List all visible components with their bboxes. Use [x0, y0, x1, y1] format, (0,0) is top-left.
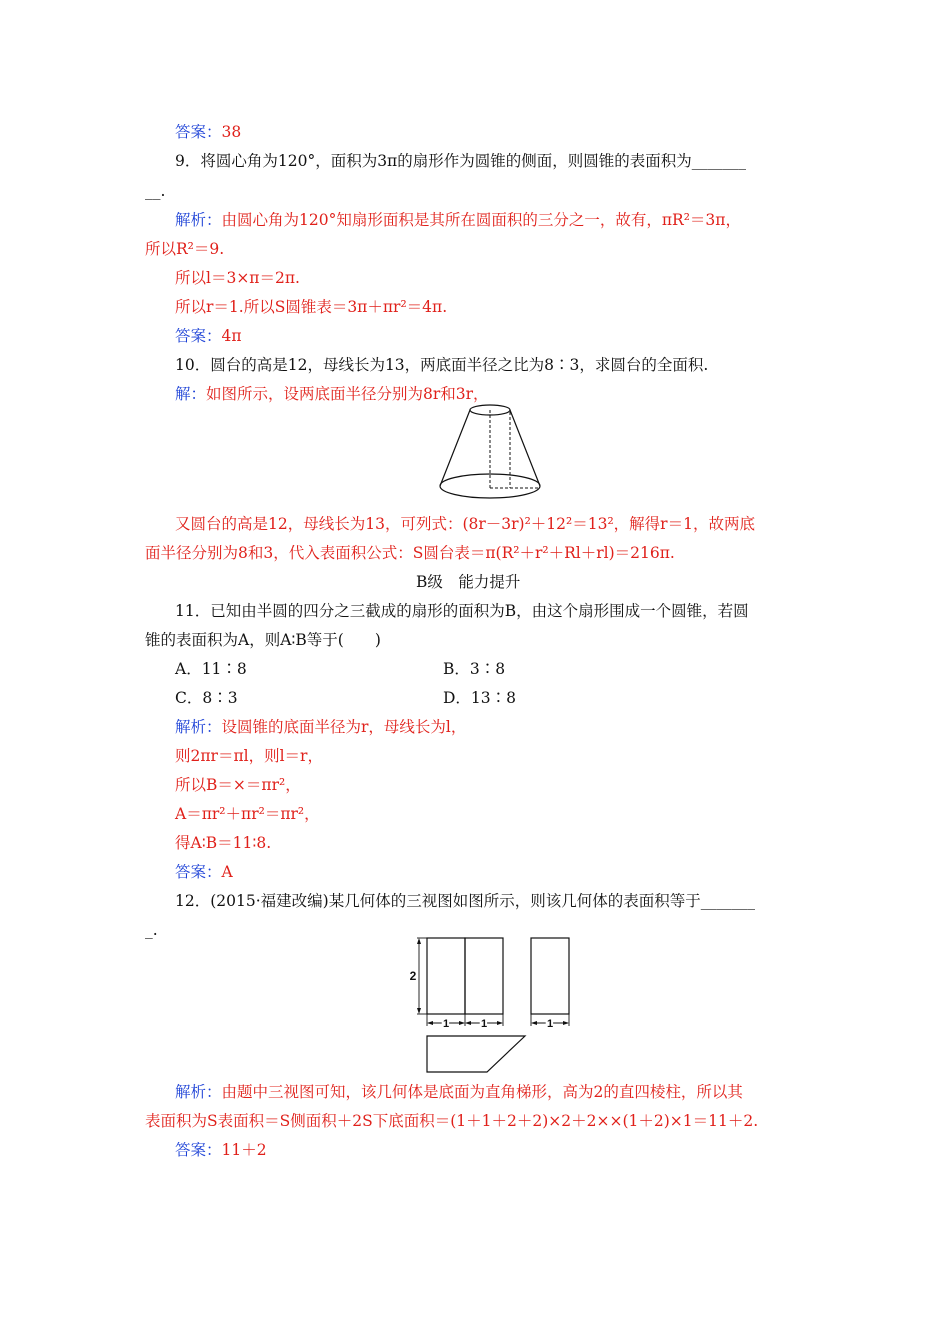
- answer-label: 答案：: [175, 863, 222, 881]
- answer-8: [175, 121, 241, 143]
- answer-value: 4π: [221, 327, 242, 345]
- answer-label: 答案：: [175, 123, 222, 141]
- answer-label: 答案：: [175, 1141, 222, 1159]
- solution-9-line4: 所以r＝1.所以S圆锥表＝3π＋πr²＝4π.: [175, 298, 448, 316]
- answer-value: A: [221, 863, 233, 881]
- question-9-line1: 9．将圆心角为120°，面积为3π的扇形作为圆锥的侧面，则圆锥的表面积为_______: [175, 152, 746, 170]
- solution-9-line1: [175, 209, 741, 231]
- option-c: C．8∶3: [175, 689, 238, 707]
- solution-label: 解析：: [175, 1083, 222, 1101]
- solution-text: 设圆锥的底面半径为r，母线长为l，: [221, 718, 467, 736]
- answer-9: [175, 325, 242, 347]
- solution-text: 由圆心角为120°知扇形面积是其所在圆面积的三分之一，故有，πR²＝3π，: [221, 211, 741, 229]
- solution-10-line3: 面半径分别为8和3，代入表面积公式：S圆台表＝π(R²＋r²＋Rl＋rl)＝216π.: [145, 544, 675, 562]
- solution-label: 解：: [175, 385, 207, 403]
- question-11-line2: 锥的表面积为A，则A∶B等于( ): [145, 631, 381, 649]
- solution-9-line2: 所以R²＝9.: [145, 240, 225, 258]
- question-12-line1: 12．(2015·福建改编)某几何体的三视图如图所示，则该几何体的表面积等于_______: [175, 892, 755, 910]
- frustum-figure: [430, 402, 550, 510]
- dim-label-1b: 1: [480, 1018, 488, 1030]
- solution-11-line5: 得A∶B＝11∶8.: [175, 834, 272, 852]
- solution-11-line4: A＝πr²＋πr²＝πr²，: [175, 805, 320, 823]
- option-b: B．3∶8: [443, 660, 506, 678]
- solution-text: 由题中三视图可知，该几何体是底面为直角梯形，高为2的直四棱柱，所以其: [221, 1083, 743, 1101]
- option-d: D．13∶8: [443, 689, 517, 707]
- question-9-line2: __.: [145, 182, 166, 200]
- answer-value: 11＋2: [221, 1141, 267, 1159]
- solution-11-line2: 则2πr＝πl，则l＝r，: [175, 747, 323, 765]
- dim-label-2: 2: [409, 969, 417, 983]
- question-10: 10．圆台的高是12，母线长为13，两底面半径之比为8∶3，求圆台的全面积.: [175, 356, 709, 374]
- solution-label: 解析：: [175, 211, 222, 229]
- question-12-line2: _.: [145, 921, 158, 939]
- dim-label-1c: 1: [546, 1018, 554, 1030]
- three-view-figure: [405, 932, 580, 1080]
- dim-label-1a: 1: [442, 1018, 450, 1030]
- question-11-line1: 11．已知由半圆的四分之三截成的扇形的面积为B，由这个扇形围成一个圆锥，若圆: [175, 602, 749, 620]
- solution-label: 解析：: [175, 718, 222, 736]
- option-a: A．11∶8: [175, 660, 247, 678]
- solution-9-line3: 所以l＝3×π＝2π.: [175, 269, 300, 287]
- solution-12-line1: [175, 1081, 743, 1103]
- answer-11: [175, 861, 233, 883]
- solution-11-line3: 所以B＝×＝πr²，: [175, 776, 301, 794]
- solution-12-line2: 表面积为S表面积＝S侧面积＋2S下底面积＝(1＋1＋2＋2)×2＋2××(1＋2)×1＝11＋2.: [145, 1112, 759, 1130]
- section-heading: B级 能力提升: [416, 573, 521, 591]
- solution-text: 如图所示，设两底面半径分别为8r和3r，: [206, 385, 489, 403]
- answer-value: 38: [221, 123, 242, 141]
- answer-12: [175, 1139, 267, 1161]
- solution-11-line1: [175, 716, 466, 738]
- solution-10-line2: 又圆台的高是12，母线长为13，可列式：(8r－3r)²＋12²＝13²，解得r＝1，故两底: [175, 515, 755, 533]
- answer-label: 答案：: [175, 327, 222, 345]
